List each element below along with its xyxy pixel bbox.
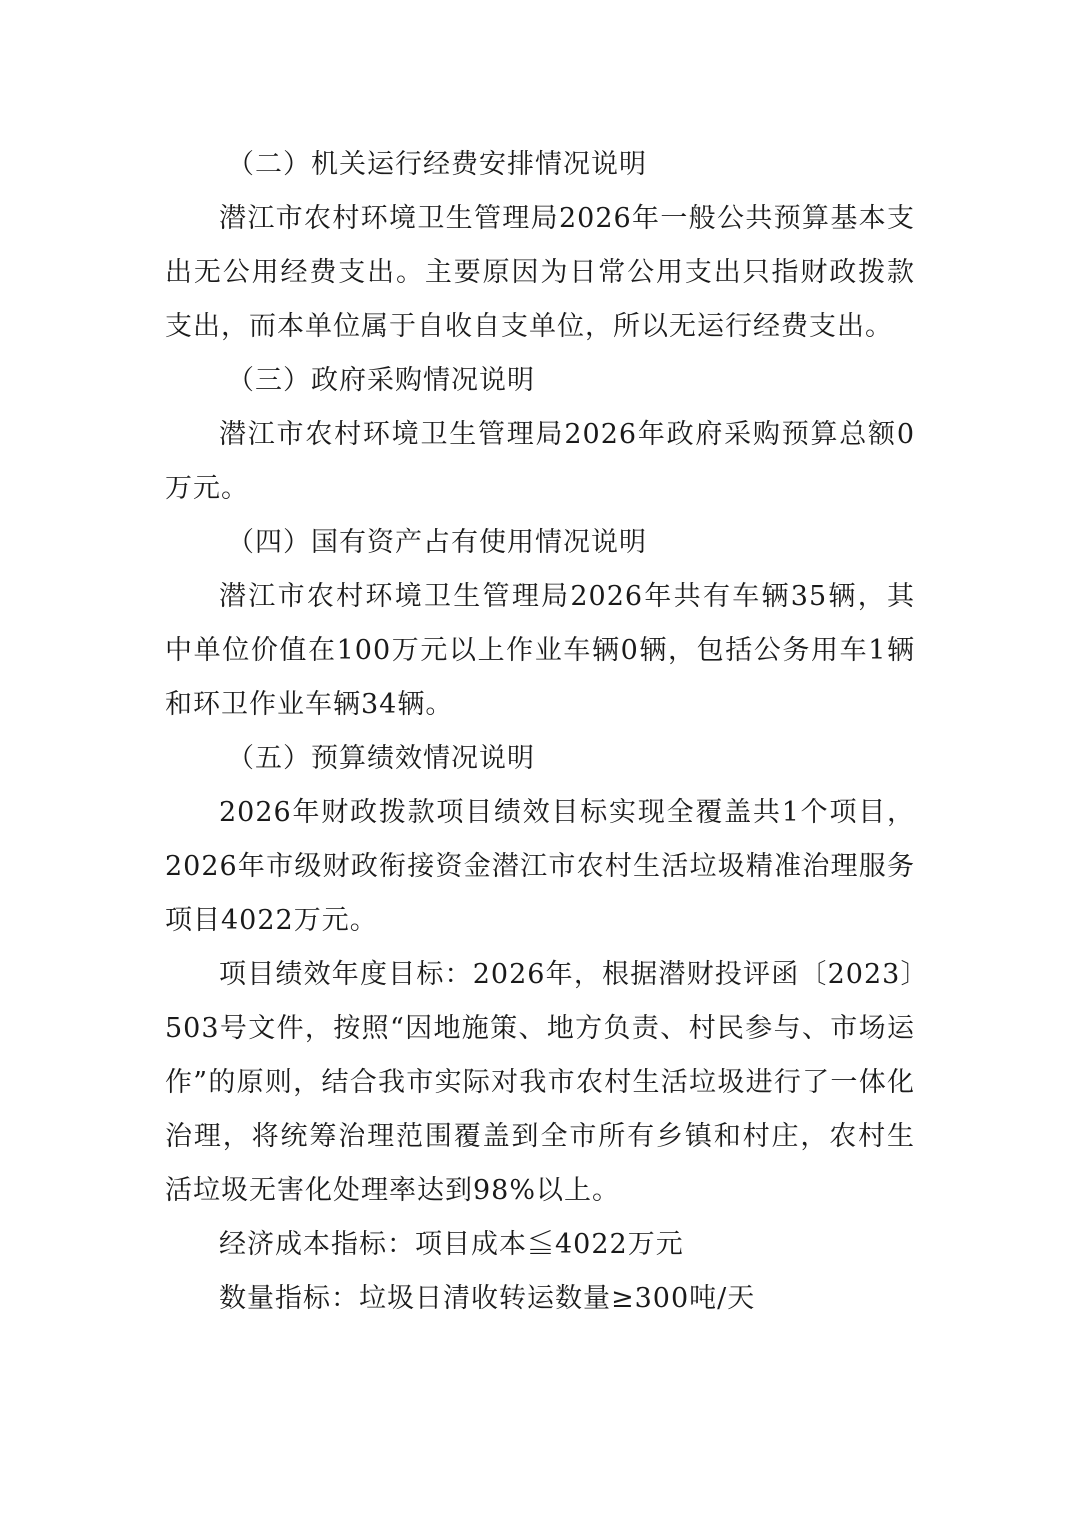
document-body (165, 138, 915, 1326)
paragraph-operating-expenses: 潜江市农村环境卫生管理局2026年一般公共预算基本支出无公用经费支出。主要原因为日常公用支出只指财政拨款支出，而本单位属于自收自支单位，所以无运行经费支出。 (165, 203, 915, 342)
section-heading-government-procurement: （三）政府采购情况说明 (227, 365, 535, 396)
paragraph-quantity-indicator: 数量指标：垃圾日清收转运数量≥300吨/天 (219, 1283, 756, 1314)
paragraph-cost-indicator: 经济成本指标：项目成本≦4022万元 (219, 1229, 684, 1260)
paragraph-government-procurement: 潜江市农村环境卫生管理局2026年政府采购预算总额0万元。 (165, 419, 915, 504)
section-heading-operating-expenses: （二）机关运行经费安排情况说明 (227, 149, 647, 180)
section-heading-state-assets: （四）国有资产占有使用情况说明 (227, 527, 647, 558)
paragraph-annual-performance-goal: 项目绩效年度目标：2026年，根据潜财投评函〔2023〕503号文件，按照“因地施策、地方负责、村民参与、市场运作”的原则，结合我市实际对我市农村生活垃圾进行了一体化治理，将统筹治理范围覆盖到全市所有乡镇和村庄，农村生活垃圾无害化处理率达到98%以上。 (165, 959, 915, 1206)
paragraph-performance-coverage: 2026年财政拨款项目绩效目标实现全覆盖共1个项目，2026年市级财政衔接资金潜江市农村生活垃圾精准治理服务项目4022万元。 (165, 797, 915, 936)
section-heading-budget-performance: （五）预算绩效情况说明 (227, 743, 535, 774)
paragraph-state-assets: 潜江市农村环境卫生管理局2026年共有车辆35辆，其中单位价值在100万元以上作业车辆0辆，包括公务用车1辆和环卫作业车辆34辆。 (165, 581, 915, 720)
